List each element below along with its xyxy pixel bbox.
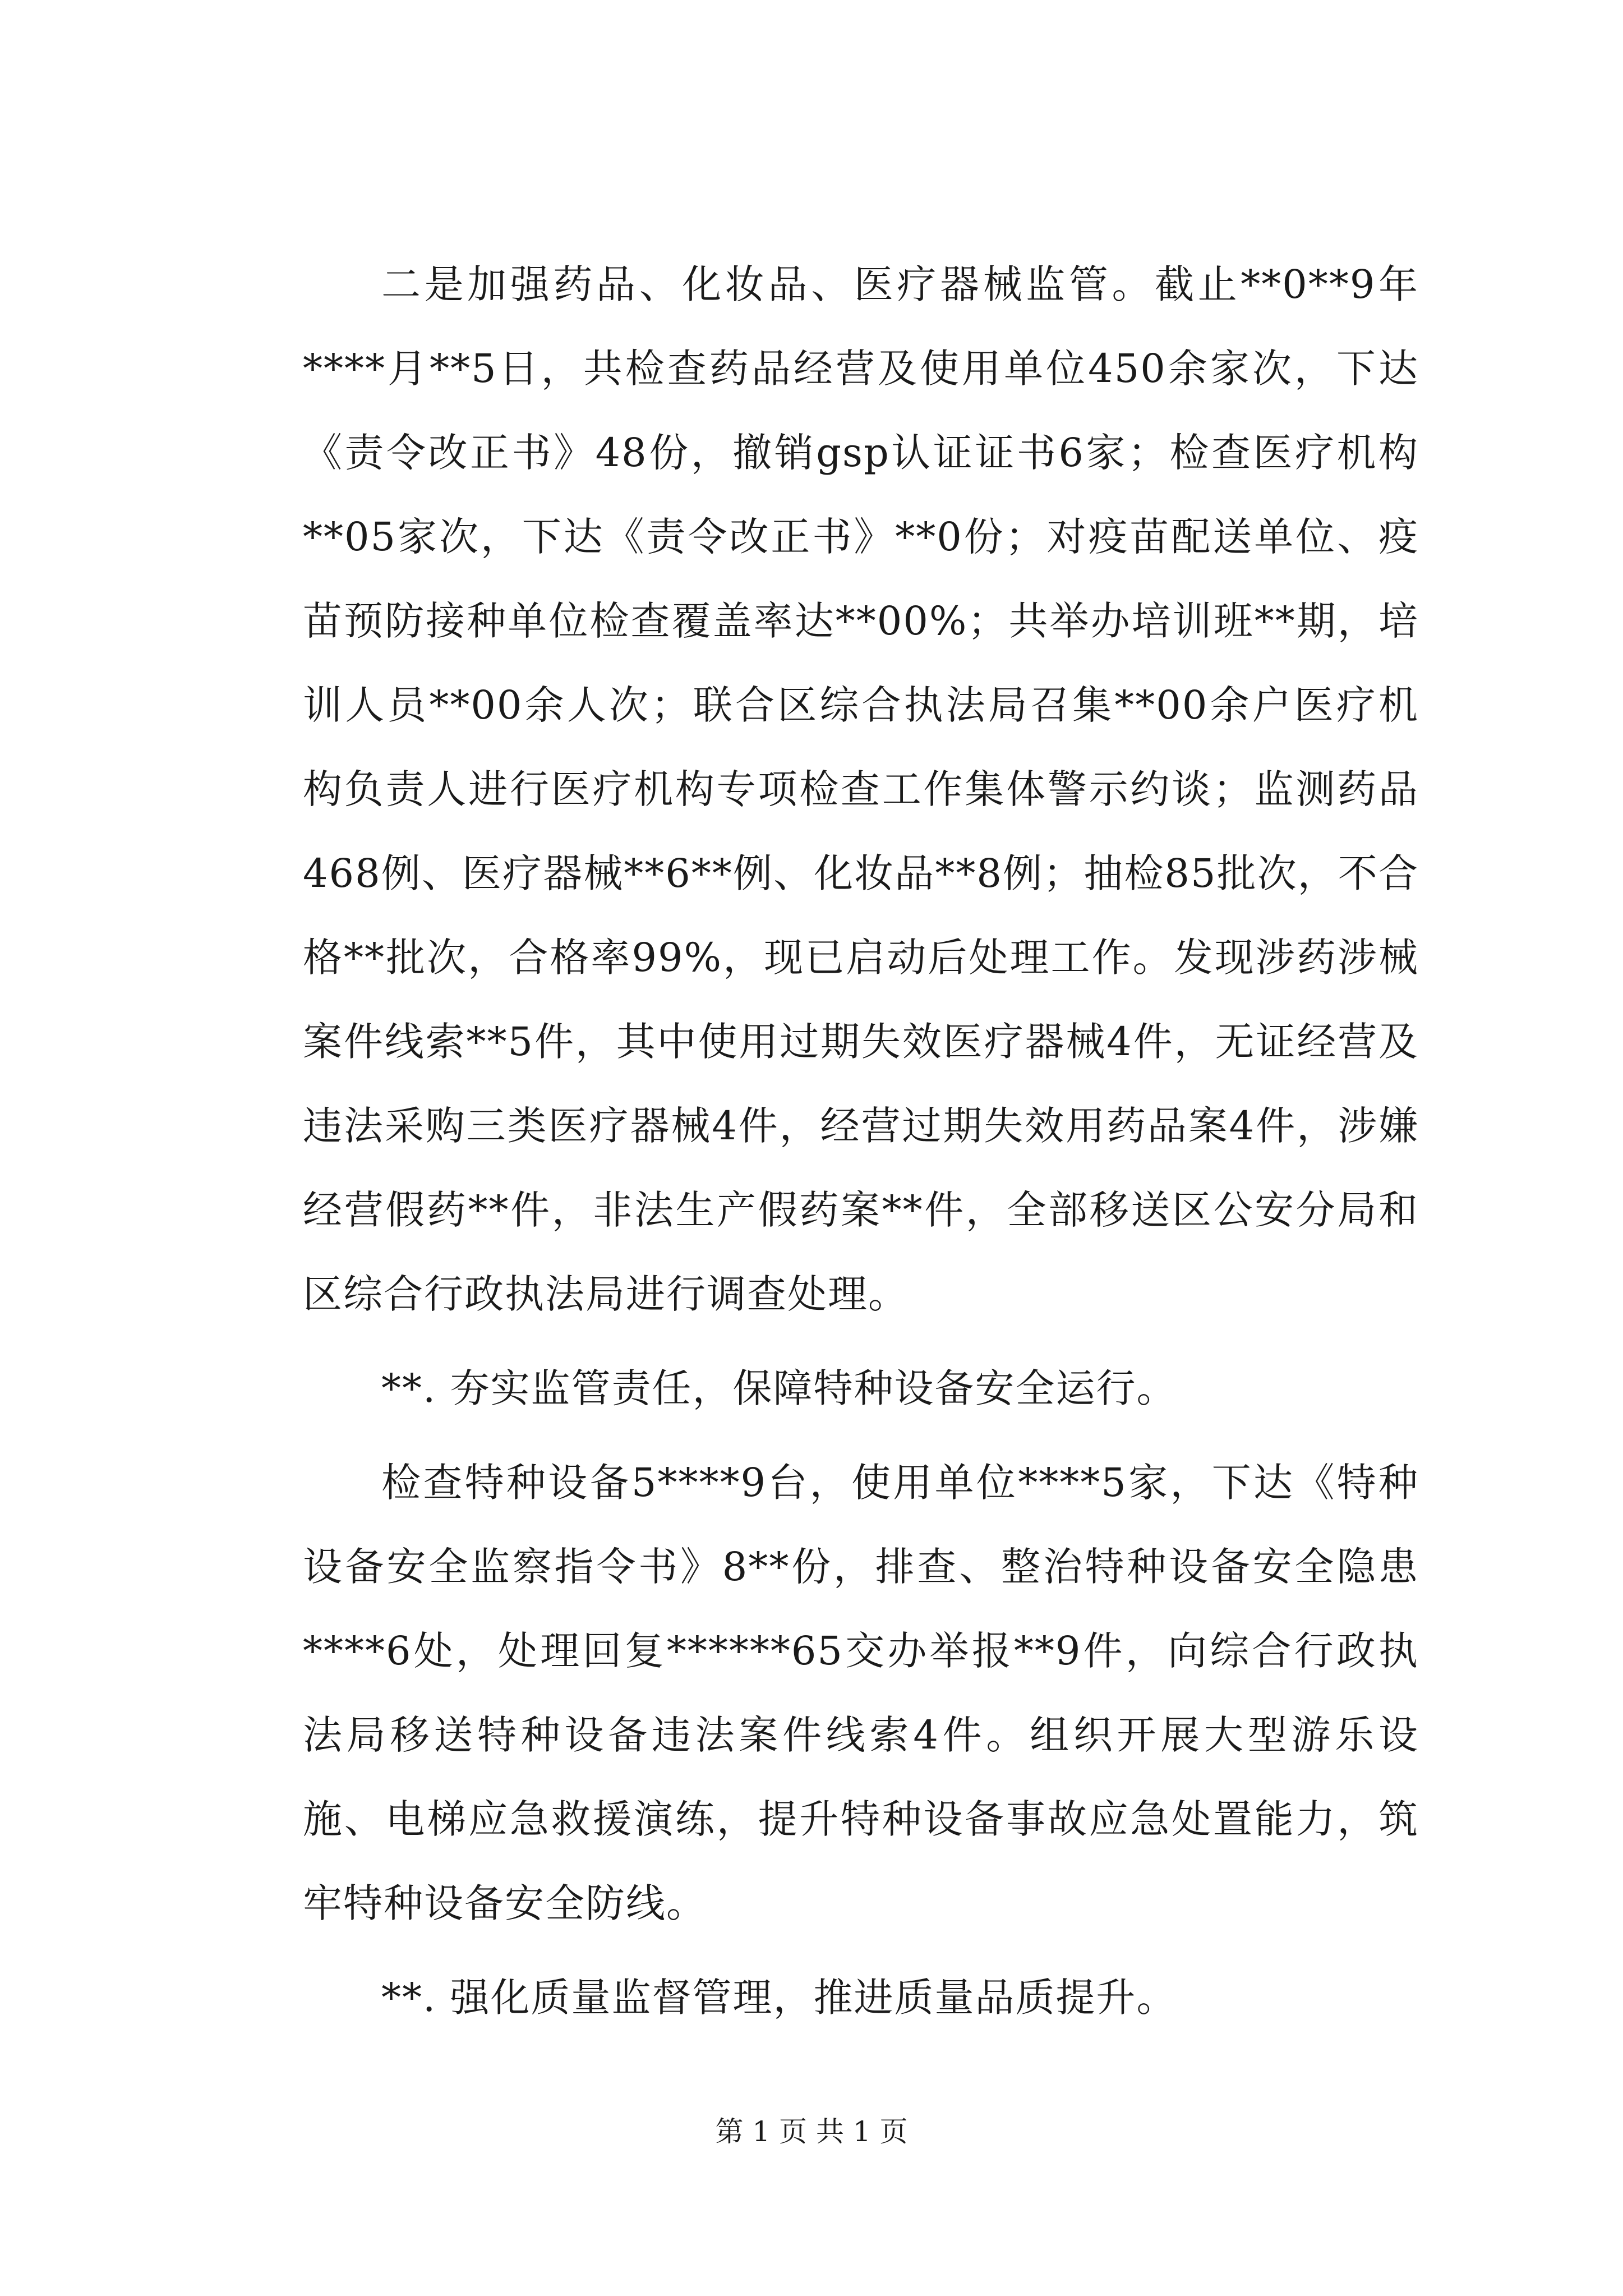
document-body <box>303 242 1419 2050</box>
page-footer: 第 1 页 共 1 页 <box>715 2115 908 2148</box>
heading-special-equipment: **. 夯实监管责任，保障特种设备安全运行。 <box>381 1365 1177 1411</box>
paragraph-drug-supervision: 二是加强药品、化妆品、医疗器械监管。截止**0**9年****月**5日，共检查药品经营及使用单位450余家次，下达《责令改正书》48份，撤销gsp认证证书6家；检查医疗机构**05家次，下达《责令改正书》**0份；对疫苗配送单位、疫苗预防接种单位检查覆盖率达**00%；共举办培训班**期，培训人员**00余人次；联合区综合执法局召集**00余户医疗机构负责人进行医疗机构专项检查工作集体警示约谈；监测药品468例、医疗器械**6**例、化妆品**8例；抽检85批次，不合格**批次，合格率99%，现已启动后处理工作。发现涉药涉械案件线索**5件，其中使用过期失效医疗器械4件，无证经营及违法采购三类医疗器械4件，经营过期失效用药品案4件，涉嫌经营假药**件，非法生产假药案**件，全部移送区公安分局和区综合行政执法局进行调查处理。 <box>303 261 1419 1317</box>
heading-quality: **. 强化质量监督管理，推进质量品质提升。 <box>381 1975 1177 2021</box>
paragraph-special-equipment: 检查特种设备5****9台，使用单位****5家，下达《特种设备安全监察指令书》8**份，排查、整治特种设备安全隐患****6处，处理回复******65交办举报**9件，向综合行政执法局移送特种设备违法案件线索4件。组织开展大型游乐设施、电梯应急救援演练，提升特种设备事故应急处置能力，筑牢特种设备安全防线。 <box>303 1460 1419 1926</box>
